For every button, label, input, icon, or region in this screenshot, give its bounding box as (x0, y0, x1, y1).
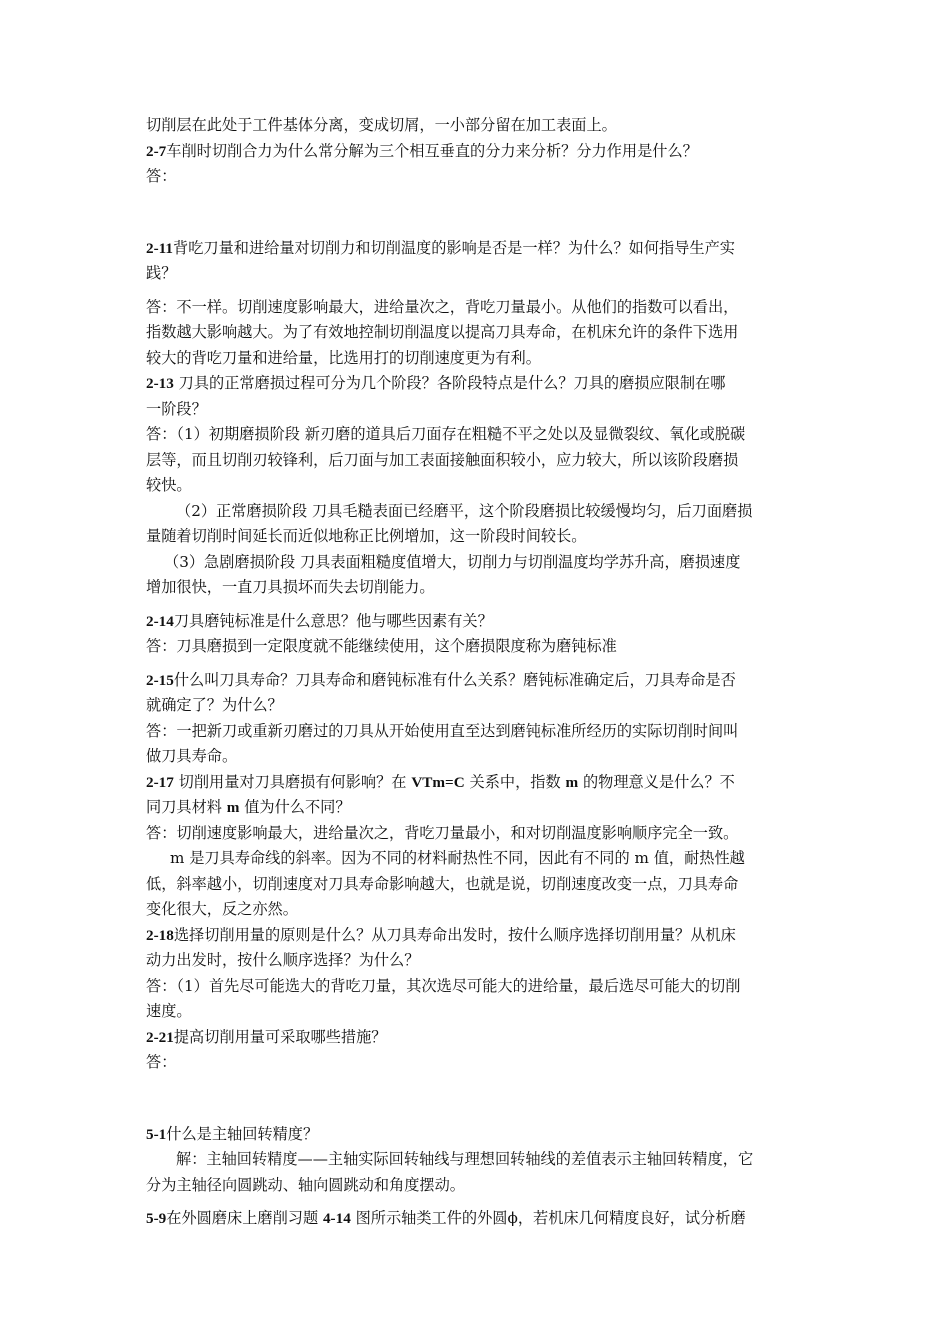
answer-line: 答：不一样。切削速度影响最大，进给量次之，背吃刀量最小。从他们的指数可以看出， (146, 297, 739, 316)
question-number: 2-7 (146, 142, 167, 160)
text-line: 切削层在此处于工件基体分离，变成切屑，一小部分留在加工表面上。 (146, 116, 617, 134)
question-2-7 (146, 139, 806, 165)
question-number: 5-9 (146, 1210, 167, 1227)
answer-line: 较快。 (146, 476, 192, 494)
question-text: 什么叫刀具寿命？刀具寿命和磨钝标准有什么关系？磨钝标准确定后，刀具寿命是否 (173, 670, 736, 689)
question-text: 关系中，指数 (464, 772, 566, 791)
question-text: 切削用量对刀具磨损有何影响？在 (173, 772, 412, 791)
question-text: 刀具的正常磨损过程可分为几个阶段？各阶段特点是什么？刀具的磨损应限制在哪 (173, 374, 726, 392)
question-text: 背吃刀量和进给量对切削力和切削温度的影响是否是一样？为什么？如何指导生产实 (173, 238, 735, 257)
answer-2-21: 答： (146, 1053, 177, 1071)
question-2-17 (146, 770, 806, 796)
question-text: 在外圆磨床上磨削习题 (166, 1209, 323, 1227)
question-text (146, 795, 806, 821)
answer-line: 答：切削速度影响最大，进给量次之，背吃刀量最小，和对切削温度影响顺序完全一致。 (146, 823, 739, 842)
answer-line: 指数越大影响越大。为了有效地控制切削温度以提高刀具寿命，在机床允许的条件下选用 (146, 323, 739, 341)
symbol-m: m (226, 799, 240, 816)
answer-2-7: 答： (146, 167, 177, 185)
symbol-m: m (565, 773, 579, 791)
answer-line: 答：（1）首先尽可能选大的背吃刀量，其次选尽可能大的进给量，最后选尽可能大的切削 (146, 976, 741, 995)
question-number: 2-11 (146, 239, 174, 257)
answer-line: 层等，而且切削刃较锋利，后刀面与加工表面接触面积较小，应力较大，所以该阶段磨损 (146, 450, 739, 469)
question-number: 2-18 (146, 926, 174, 944)
answer-line: （2）正常磨损阶段 刀具毛糙表面已经磨平，这个阶段磨损比较缓慢均匀，后刀面磨损 (176, 501, 753, 520)
question-text: 的物理意义是什么？不 (578, 772, 735, 791)
answer-line: 解：主轴回转精度——主轴实际回转轴线与理想回转轴线的差值表示主轴回转精度，它 (176, 1150, 754, 1168)
question-text: 车削时切削合力为什么常分解为三个相互垂直的分力来分析？分力作用是什么？ (166, 141, 698, 160)
question-2-18 (146, 923, 806, 949)
answer-line: 低，斜率越小，切削速度对刀具寿命影响越大，也就是说，切削速度改变一点，刀具寿命 (146, 874, 739, 893)
question-text: 践？ (146, 264, 177, 282)
question-number: 2-21 (146, 1028, 174, 1046)
question-text: 图所示轴类工件的外圆ϕ，若机床几何精度良好，试分析磨 (350, 1209, 746, 1227)
question-text: 同刀具材料 (146, 798, 227, 816)
question-number: 2-15 (146, 671, 174, 689)
question-number: 5-1 (146, 1125, 167, 1143)
answer-line: （3）急剧磨损阶段 刀具表面粗糙度值增大，切削力与切削温度均学苏升高，磨损速度 (164, 552, 741, 571)
formula: VTm=C (411, 773, 465, 791)
question-5-1 (146, 1122, 806, 1148)
answer-line: 速度。 (146, 1002, 192, 1020)
question-2-21 (146, 1025, 806, 1051)
question-2-15 (146, 668, 806, 694)
question-text: 什么是主轴回转精度？ (166, 1124, 319, 1143)
question-2-11 (146, 236, 806, 262)
answer-line: 较大的背吃刀量和进给量，比选用打的切削速度更为有利。 (146, 348, 541, 367)
question-text: 一阶段？ (146, 399, 207, 418)
answer-line: 答：（1）初期磨损阶段 新刃磨的道具后刀面存在粗糙不平之处以及显微裂纹、氧化或脱碳 (146, 425, 746, 443)
document-page (146, 113, 806, 1232)
question-text: 选择切削用量的原则是什么？从刀具寿命出发时，按什么顺序选择切削用量？从机床 (173, 925, 736, 944)
question-2-13 (146, 371, 806, 397)
figure-reference: 4-14 (322, 1210, 351, 1227)
answer-line: 变化很大，反之亦然。 (146, 900, 298, 918)
answer-line: 量随着切削时间延长而近似地称正比例增加，这一阶段时间较长。 (146, 527, 587, 545)
answer-line: 分为主轴径向圆跳动、轴向圆跳动和角度摆动。 (146, 1175, 465, 1194)
answer-line: 增加很快，一直刀具损坏而失去切削能力。 (146, 578, 435, 596)
question-2-14 (146, 609, 806, 635)
question-5-9 (146, 1206, 806, 1232)
answer-line: 答：一把新刀或重新刃磨过的刀具从开始使用直至达到磨钝标准所经历的实际切削时间叫 (146, 721, 739, 740)
question-text: 刀具磨钝标准是什么意思？他与哪些因素有关？ (173, 611, 493, 630)
answer-line: 答：刀具磨损到一定限度就不能继续使用，这个磨损限度称为磨钝标准 (146, 637, 617, 655)
answer-line: 做刀具寿命。 (146, 747, 238, 765)
question-text: 值为什么不同？ (239, 798, 351, 816)
answer-line: m 是刀具寿命线的斜率。因为不同的材料耐热性不同，因此有不同的 m 值，耐热性越 (170, 849, 745, 867)
question-text: 提高切削用量可采取哪些措施？ (173, 1027, 387, 1046)
question-text: 就确定了？为什么？ (146, 696, 283, 714)
question-number: 2-17 (146, 773, 174, 791)
question-number: 2-14 (146, 612, 174, 630)
question-number: 2-13 (146, 375, 174, 392)
question-text: 动力出发时，按什么顺序选择？为什么？ (146, 951, 420, 969)
